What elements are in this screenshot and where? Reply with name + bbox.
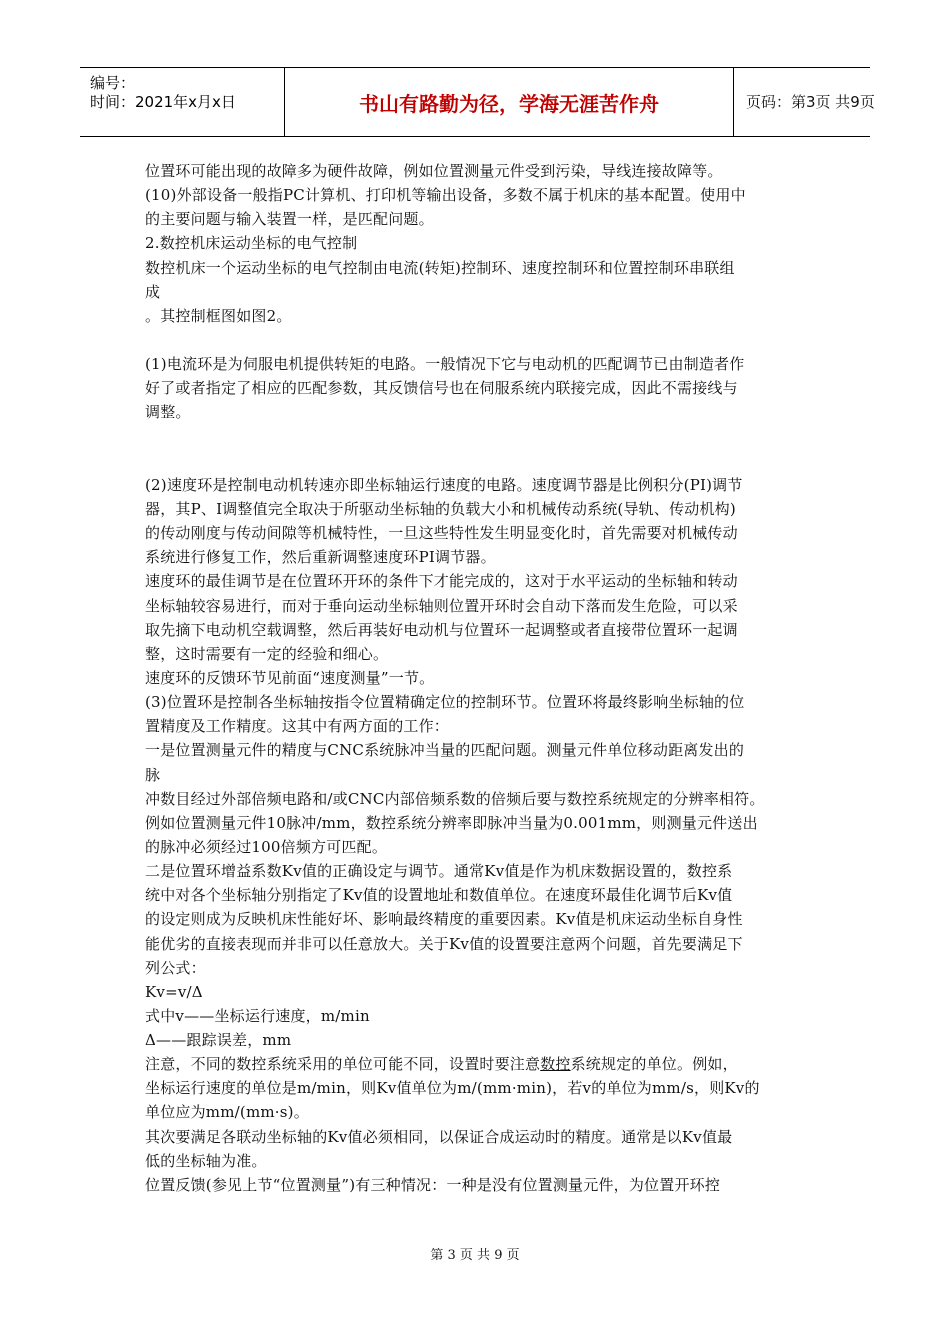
underlined-link-text[interactable]: 数控	[540, 1055, 571, 1074]
header-info-cell	[80, 68, 285, 136]
body-line: (1)电流环是为伺服电机提供转矩的电路。一般情况下它与电动机的匹配调节已由制造者作	[145, 355, 745, 374]
body-line: Kv=v/Δ	[145, 982, 203, 1001]
body-line: 的传动刚度与传动间隙等机械特性，一旦这些特性发生明显变化时，首先需要对机械传动	[145, 524, 738, 543]
body-line: 器，其P、I调整值完全取决于所驱动坐标轴的负载大小和机械传动系统(导轨、传动机构)	[145, 499, 736, 518]
body-line: 列公式：	[145, 958, 206, 977]
document-date-label: 时间：2021年x月x日	[90, 93, 236, 111]
body-line: 其次要满足各联动坐标轴的Kv值必须相同，以保证合成运动时的精度。通常是以Kv值最	[145, 1127, 733, 1146]
body-line: (10)外部设备一般指PC计算机、打印机等输出设备，多数不属于机床的基本配置。使用中	[145, 186, 746, 205]
body-line: 取先摘下电动机空载调整，然后再装好电动机与位置环一起调整或者直接带位置环一起调	[145, 620, 738, 639]
body-line: 速度环的最佳调节是在位置环开环的条件下才能完成的，这对于水平运动的坐标轴和转动	[145, 572, 738, 591]
body-line: 式中v——坐标运行速度，m/min	[145, 1006, 370, 1025]
header-motto-cell	[285, 68, 734, 136]
header-page-number: 页码：第3页 共9页	[746, 93, 875, 111]
body-line: 的设定则成为反映机床性能好坏、影响最终精度的重要因素。Kv值是机床运动坐标自身性	[145, 910, 743, 929]
body-line: 整，这时需要有一定的经验和细心。	[145, 644, 389, 663]
body-line: 的主要问题与输入装置一样，是匹配问题。	[145, 210, 434, 229]
body-line	[145, 328, 817, 352]
body-line: 位置环可能出现的故障多为硬件故障，例如位置测量元件受到污染，导线连接故障等。	[145, 162, 723, 180]
body-line: 置精度及工作精度。这其中有两方面的工作：	[145, 717, 450, 736]
document-number-label: 编号：	[90, 74, 136, 92]
body-line: 位置反馈(参见上节“位置测量”)有三种情况：一种是没有位置测量元件，为位置开环控	[145, 1175, 721, 1194]
body-line: 系统进行修复工作，然后重新调整速度环PI调节器。	[145, 548, 496, 567]
body-line: 成	[145, 282, 161, 301]
document-body	[145, 159, 817, 1197]
body-line: 速度环的反馈环节见前面“速度测量”一节。	[145, 668, 435, 687]
header-motto: 书山有路勤为径，学海无涯苦作舟	[359, 92, 659, 116]
page-header	[80, 67, 875, 137]
body-line: 能优劣的直接表现而并非可以任意放大。关于Kv值的设置要注意两个问题，首先要满足下	[145, 934, 743, 953]
page-footer: 第 3 页 共 9 页	[430, 1248, 520, 1263]
body-line: 低的坐标轴为准。	[145, 1151, 267, 1170]
body-line: 数控机床一个运动坐标的电气控制由电流(转矩)控制环、速度控制环和位置控制环串联组	[145, 258, 735, 277]
body-line	[145, 1052, 817, 1076]
body-line: 冲数目经过外部倍频电路和/或CNC内部倍频系数的倍频后要与数控系统规定的分辨率相符。	[145, 789, 765, 808]
body-line: (2)速度环是控制电动机转速亦即坐标轴运行速度的电路。速度调节器是比例积分(PI)调节	[145, 475, 743, 494]
body-line: 坐标运行速度的单位是m/min，则Kv值单位为m/(mm·min)，若v的单位为mm/s，则Kv的	[145, 1079, 760, 1098]
body-line: (3)位置环是控制各坐标轴按指令位置精确定位的控制环节。位置环将最终影响坐标轴的位	[145, 693, 745, 712]
body-line: 例如位置测量元件10脉冲/mm，数控系统分辨率即脉冲当量为0.001mm，则测量元件送出	[145, 813, 758, 832]
body-line: 2.数控机床运动坐标的电气控制	[145, 234, 358, 253]
body-line: 单位应为mm/(mm·s)。	[145, 1103, 309, 1122]
body-line: 统中对各个坐标轴分别指定了Kv值的设置地址和数值单位。在速度环最佳化调节后Kv值	[145, 886, 733, 905]
body-line	[145, 425, 817, 449]
header-page-cell	[734, 68, 875, 136]
line-text-segment: 系统规定的单位。例如，	[570, 1055, 738, 1074]
body-line: 的脉冲必须经过100倍频方可匹配。	[145, 837, 388, 856]
body-line: 坐标轴较容易进行，而对于垂向运动坐标轴则位置开环时会自动下落而发生危险，可以采	[145, 596, 738, 615]
body-line: 好了或者指定了相应的匹配参数，其反馈信号也在伺服系统内联接完成，因此不需接线与	[145, 379, 738, 398]
line-text-segment: 注意，不同的数控系统采用的单位可能不同，设置时要注意	[145, 1055, 541, 1074]
body-line: 二是位置环增益系数Kv值的正确设定与调节。通常Kv值是作为机床数据设置的，数控系	[145, 862, 733, 881]
body-line: 脉	[145, 765, 161, 784]
body-line: 一是位置测量元件的精度与CNC系统脉冲当量的匹配问题。测量元件单位移动距离发出的	[145, 741, 745, 760]
body-line: 。其控制框图如图2。	[145, 306, 292, 325]
body-line: 调整。	[145, 403, 191, 422]
body-line: Δ——跟踪误差，mm	[145, 1031, 292, 1050]
body-line	[145, 449, 817, 473]
